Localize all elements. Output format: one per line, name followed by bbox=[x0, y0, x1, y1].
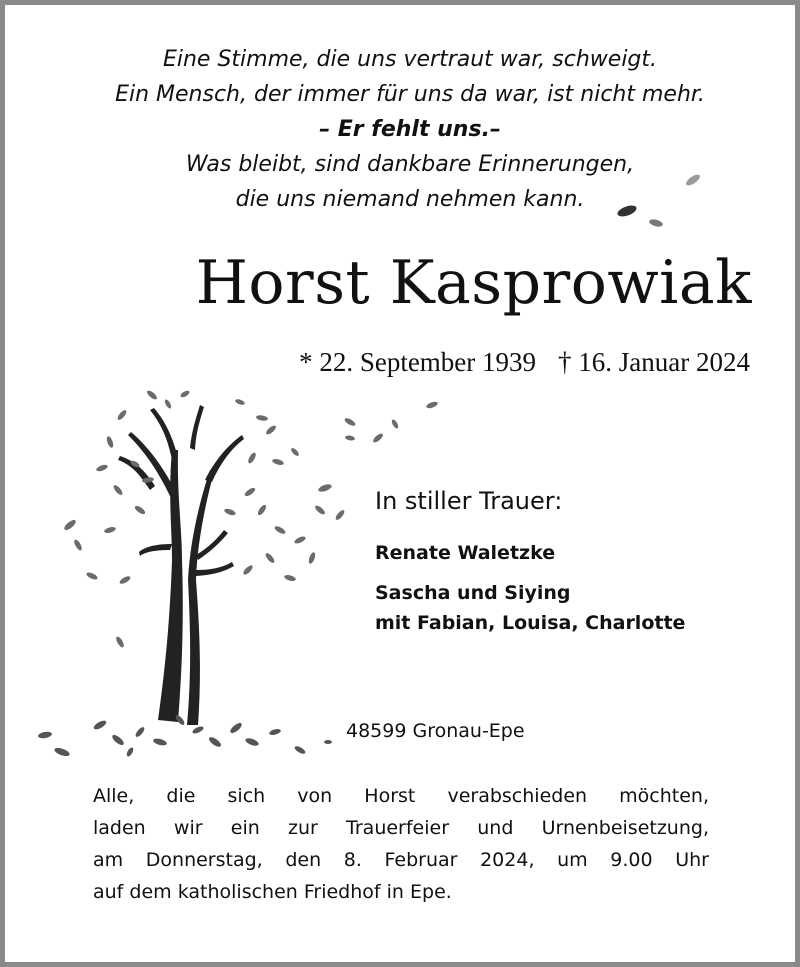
place-of-residence: 48599 Gronau-Epe bbox=[346, 720, 525, 742]
mourner-name: Sascha und Siying bbox=[375, 582, 571, 604]
poem-line-5: die uns niemand nehmen kann. bbox=[235, 187, 585, 212]
funeral-invitation bbox=[93, 780, 709, 908]
poem-line-2: Ein Mensch, der immer für uns da war, ist nicht mehr. bbox=[115, 82, 705, 107]
invitation-line-3: am Donnerstag, den 8. Februar 2024, um 9.00 Uhr bbox=[93, 849, 709, 871]
poem-line-4: Was bleibt, sind dankbare Erinnerungen, bbox=[185, 152, 635, 177]
invitation-line-1: Alle, die sich von Horst verabschieden möchten, bbox=[93, 785, 709, 807]
falling-leaves-icon bbox=[600, 165, 720, 235]
deceased-name: Horst Kasprowiak bbox=[195, 248, 752, 318]
poem-line-1: Eine Stimme, die uns vertraut war, schweigt. bbox=[162, 47, 658, 72]
poem-line-3: – Er fehlt uns.– bbox=[319, 117, 501, 142]
mourner-name: Renate Waletzke bbox=[375, 542, 556, 564]
birth-date: * 22. September 1939 bbox=[299, 347, 537, 377]
death-date: † 16. Januar 2024 bbox=[558, 347, 750, 377]
mourners-list bbox=[375, 538, 685, 638]
invitation-line-4: auf dem katholischen Friedhof in Epe. bbox=[93, 881, 452, 903]
life-dates bbox=[299, 347, 750, 378]
mourning-heading: In stiller Trauer: bbox=[375, 487, 563, 515]
invitation-line-2: laden wir ein zur Trauerfeier und Urnenbeisetzung, bbox=[93, 817, 709, 839]
mourner-name: mit Fabian, Louisa, Charlotte bbox=[375, 612, 686, 634]
